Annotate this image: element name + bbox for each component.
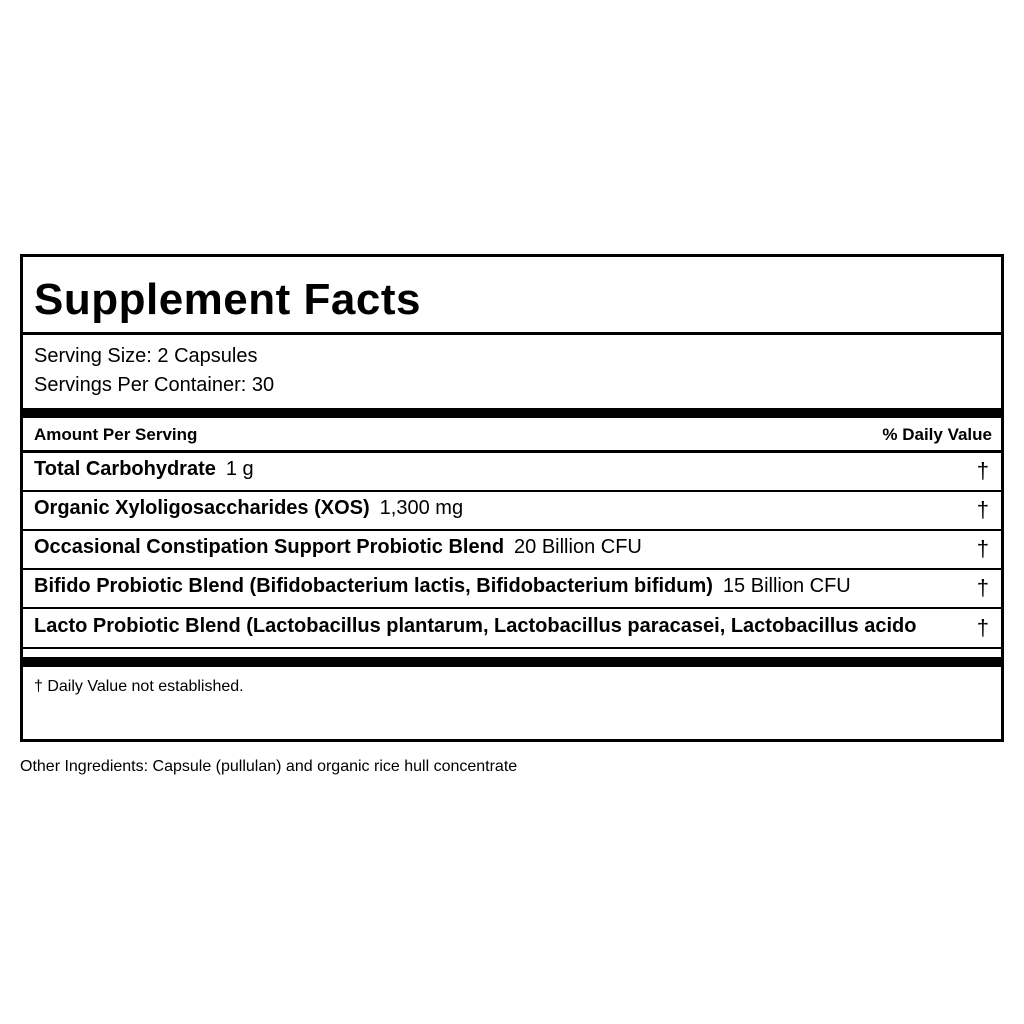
row-divider — [23, 568, 1001, 570]
dagger-mark: † — [976, 575, 989, 600]
panel-title: Supplement Facts — [34, 275, 421, 324]
nutrient-name: Occasional Constipation Support Probiotic Blend — [34, 536, 505, 558]
thick-divider — [23, 408, 1001, 418]
divider — [23, 332, 1001, 335]
dagger-mark: † — [976, 536, 989, 561]
nutrient-name: Total Carbohydrate — [34, 458, 216, 480]
serving-size: Serving Size: 2 Capsules — [34, 345, 258, 367]
row-divider — [23, 529, 1001, 531]
nutrient-amount: 1 g — [225, 458, 254, 480]
row-divider — [23, 490, 1001, 492]
footnote: † Daily Value not established. — [34, 678, 244, 695]
nutrient-amount: 1,300 mg — [379, 497, 464, 519]
dagger-mark: † — [976, 615, 989, 640]
nutrient-amount: 20 Billion CFU — [514, 536, 642, 558]
divider — [23, 450, 1001, 453]
nutrient-name: Organic Xyloligosaccharides (XOS) — [34, 497, 370, 519]
thick-divider — [23, 657, 1001, 667]
daily-value-header: % Daily Value — [882, 425, 992, 444]
nutrient-name: Bifido Probiotic Blend (Bifidobacterium lactis, Bifidobacterium bifidum) — [34, 575, 713, 597]
nutrient-name: Lacto Probiotic Blend (Lactobacillus plantarum, Lactobacillus paracasei, Lactobacillus acido — [34, 615, 917, 637]
row-divider — [23, 647, 1001, 649]
dagger-mark: † — [976, 458, 989, 483]
amount-per-serving-header: Amount Per Serving — [34, 425, 198, 444]
nutrient-amount: 15 Billion CFU — [722, 575, 851, 597]
servings-per-container: Servings Per Container: 30 — [34, 374, 275, 396]
dagger-mark: † — [976, 497, 989, 522]
row-divider — [23, 607, 1001, 609]
other-ingredients: Other Ingredients: Capsule (pullulan) and organic rice hull concentrate — [20, 758, 518, 775]
supplement-facts-panel — [20, 254, 1004, 742]
